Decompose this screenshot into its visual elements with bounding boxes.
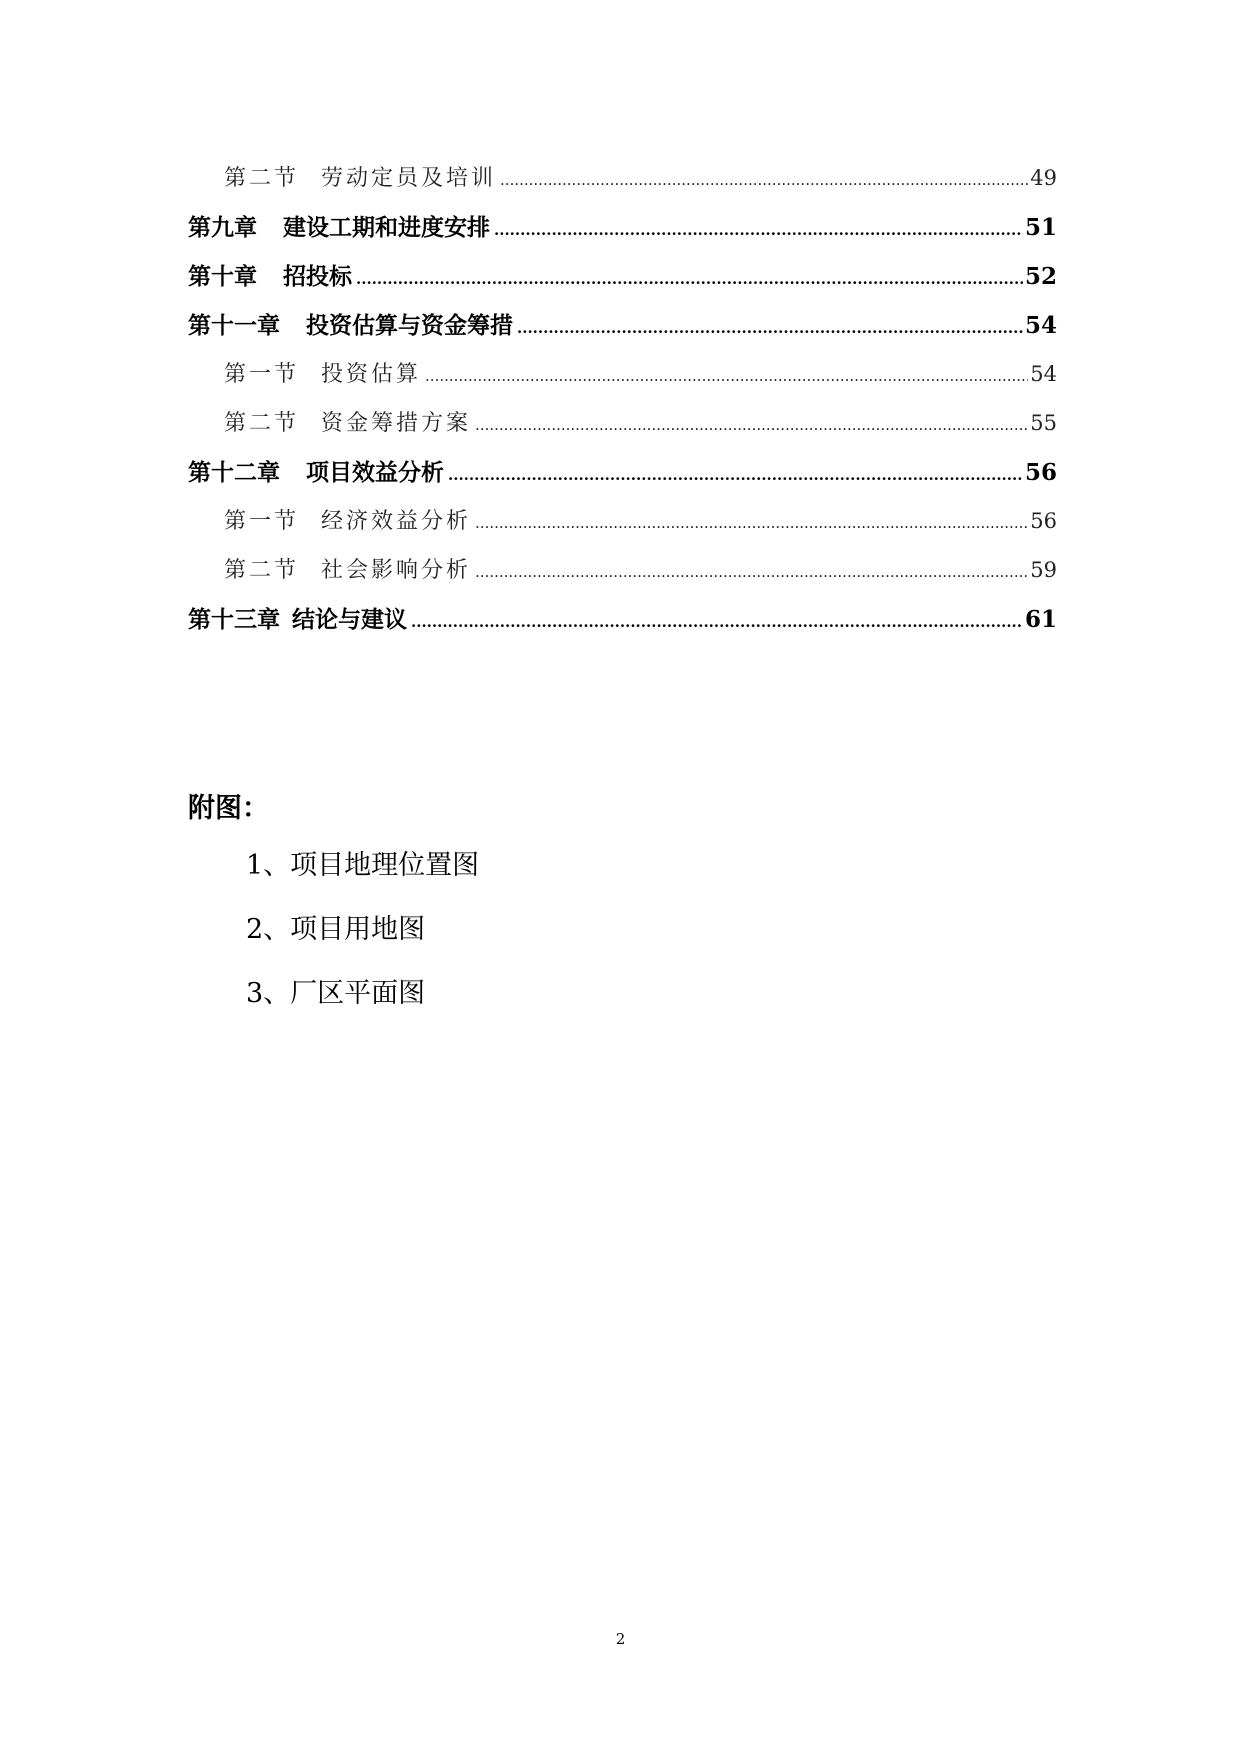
toc-entry-title: 社会影响分析 [321, 558, 472, 583]
toc-entry-page: 59 [1030, 558, 1057, 582]
appendix-item: 3、厂区平面图 [246, 978, 426, 1009]
toc-entry-title: 结论与建议 [292, 606, 407, 633]
toc-entry-title: 投资估算 [321, 362, 422, 387]
appendix-item: 2、项目用地图 [246, 914, 426, 945]
toc-entry[interactable] [188, 546, 1057, 595]
toc-entry[interactable] [188, 252, 1057, 301]
toc-entry[interactable] [188, 595, 1057, 644]
toc-entry-page: 54 [1030, 362, 1057, 386]
toc-entry[interactable] [188, 154, 1057, 203]
toc-entry[interactable] [188, 497, 1057, 546]
toc-entry[interactable] [188, 203, 1057, 252]
toc-entry-number: 第一节 [224, 509, 300, 534]
toc-entry-number: 第一节 [224, 362, 300, 387]
toc-leader-dots [425, 350, 1028, 399]
toc-entry-title: 投资估算与资金筹措 [306, 312, 513, 339]
toc-entry-title: 经济效益分析 [321, 509, 472, 534]
toc-entry-number: 第十一章 [188, 312, 280, 339]
toc-entry[interactable] [188, 448, 1057, 497]
toc-leader-dots [475, 546, 1028, 595]
toc-entry-title: 建设工期和进度安排 [283, 214, 490, 241]
toc-leader-dots [356, 252, 1023, 301]
toc-leader-dots [448, 448, 1023, 497]
toc-entry-number: 第二节 [224, 411, 300, 436]
appendix-heading: 附图： [188, 793, 269, 824]
appendix-item: 1、项目地理位置图 [246, 850, 480, 881]
toc-entry-page: 52 [1024, 263, 1057, 290]
toc-entry-page: 55 [1030, 411, 1057, 435]
toc-entry-title: 劳动定员及培训 [321, 166, 497, 191]
toc-entry[interactable] [188, 301, 1057, 350]
toc-entry-page: 56 [1024, 459, 1057, 486]
toc-entry-page: 61 [1024, 606, 1057, 633]
toc-entry-page: 51 [1024, 214, 1057, 241]
toc-leader-dots [500, 154, 1028, 203]
toc-entry-title: 招投标 [283, 263, 352, 290]
toc-leader-dots [517, 301, 1023, 350]
toc-entry[interactable] [188, 350, 1057, 399]
toc-entry-number: 第二节 [224, 166, 300, 191]
toc-entry-title: 项目效益分析 [306, 459, 444, 486]
toc-entry-number: 第二节 [224, 558, 300, 583]
toc-entry-number: 第十章 [188, 263, 257, 290]
toc-entry-page: 56 [1030, 509, 1057, 533]
toc-entry-number: 第十三章 [188, 606, 280, 633]
toc-entry-page: 49 [1030, 166, 1057, 190]
page-number: 2 [615, 1630, 626, 1648]
toc-entry[interactable] [188, 399, 1057, 448]
toc-leader-dots [494, 203, 1023, 252]
table-of-contents [188, 154, 1057, 644]
toc-entry-title: 资金筹措方案 [321, 411, 472, 436]
toc-entry-number: 第九章 [188, 214, 257, 241]
toc-entry-number: 第十二章 [188, 459, 280, 486]
toc-entry-page: 54 [1024, 312, 1057, 339]
toc-leader-dots [475, 497, 1028, 546]
appendix-list [246, 844, 479, 1036]
toc-leader-dots [475, 399, 1028, 448]
toc-leader-dots [411, 595, 1023, 644]
